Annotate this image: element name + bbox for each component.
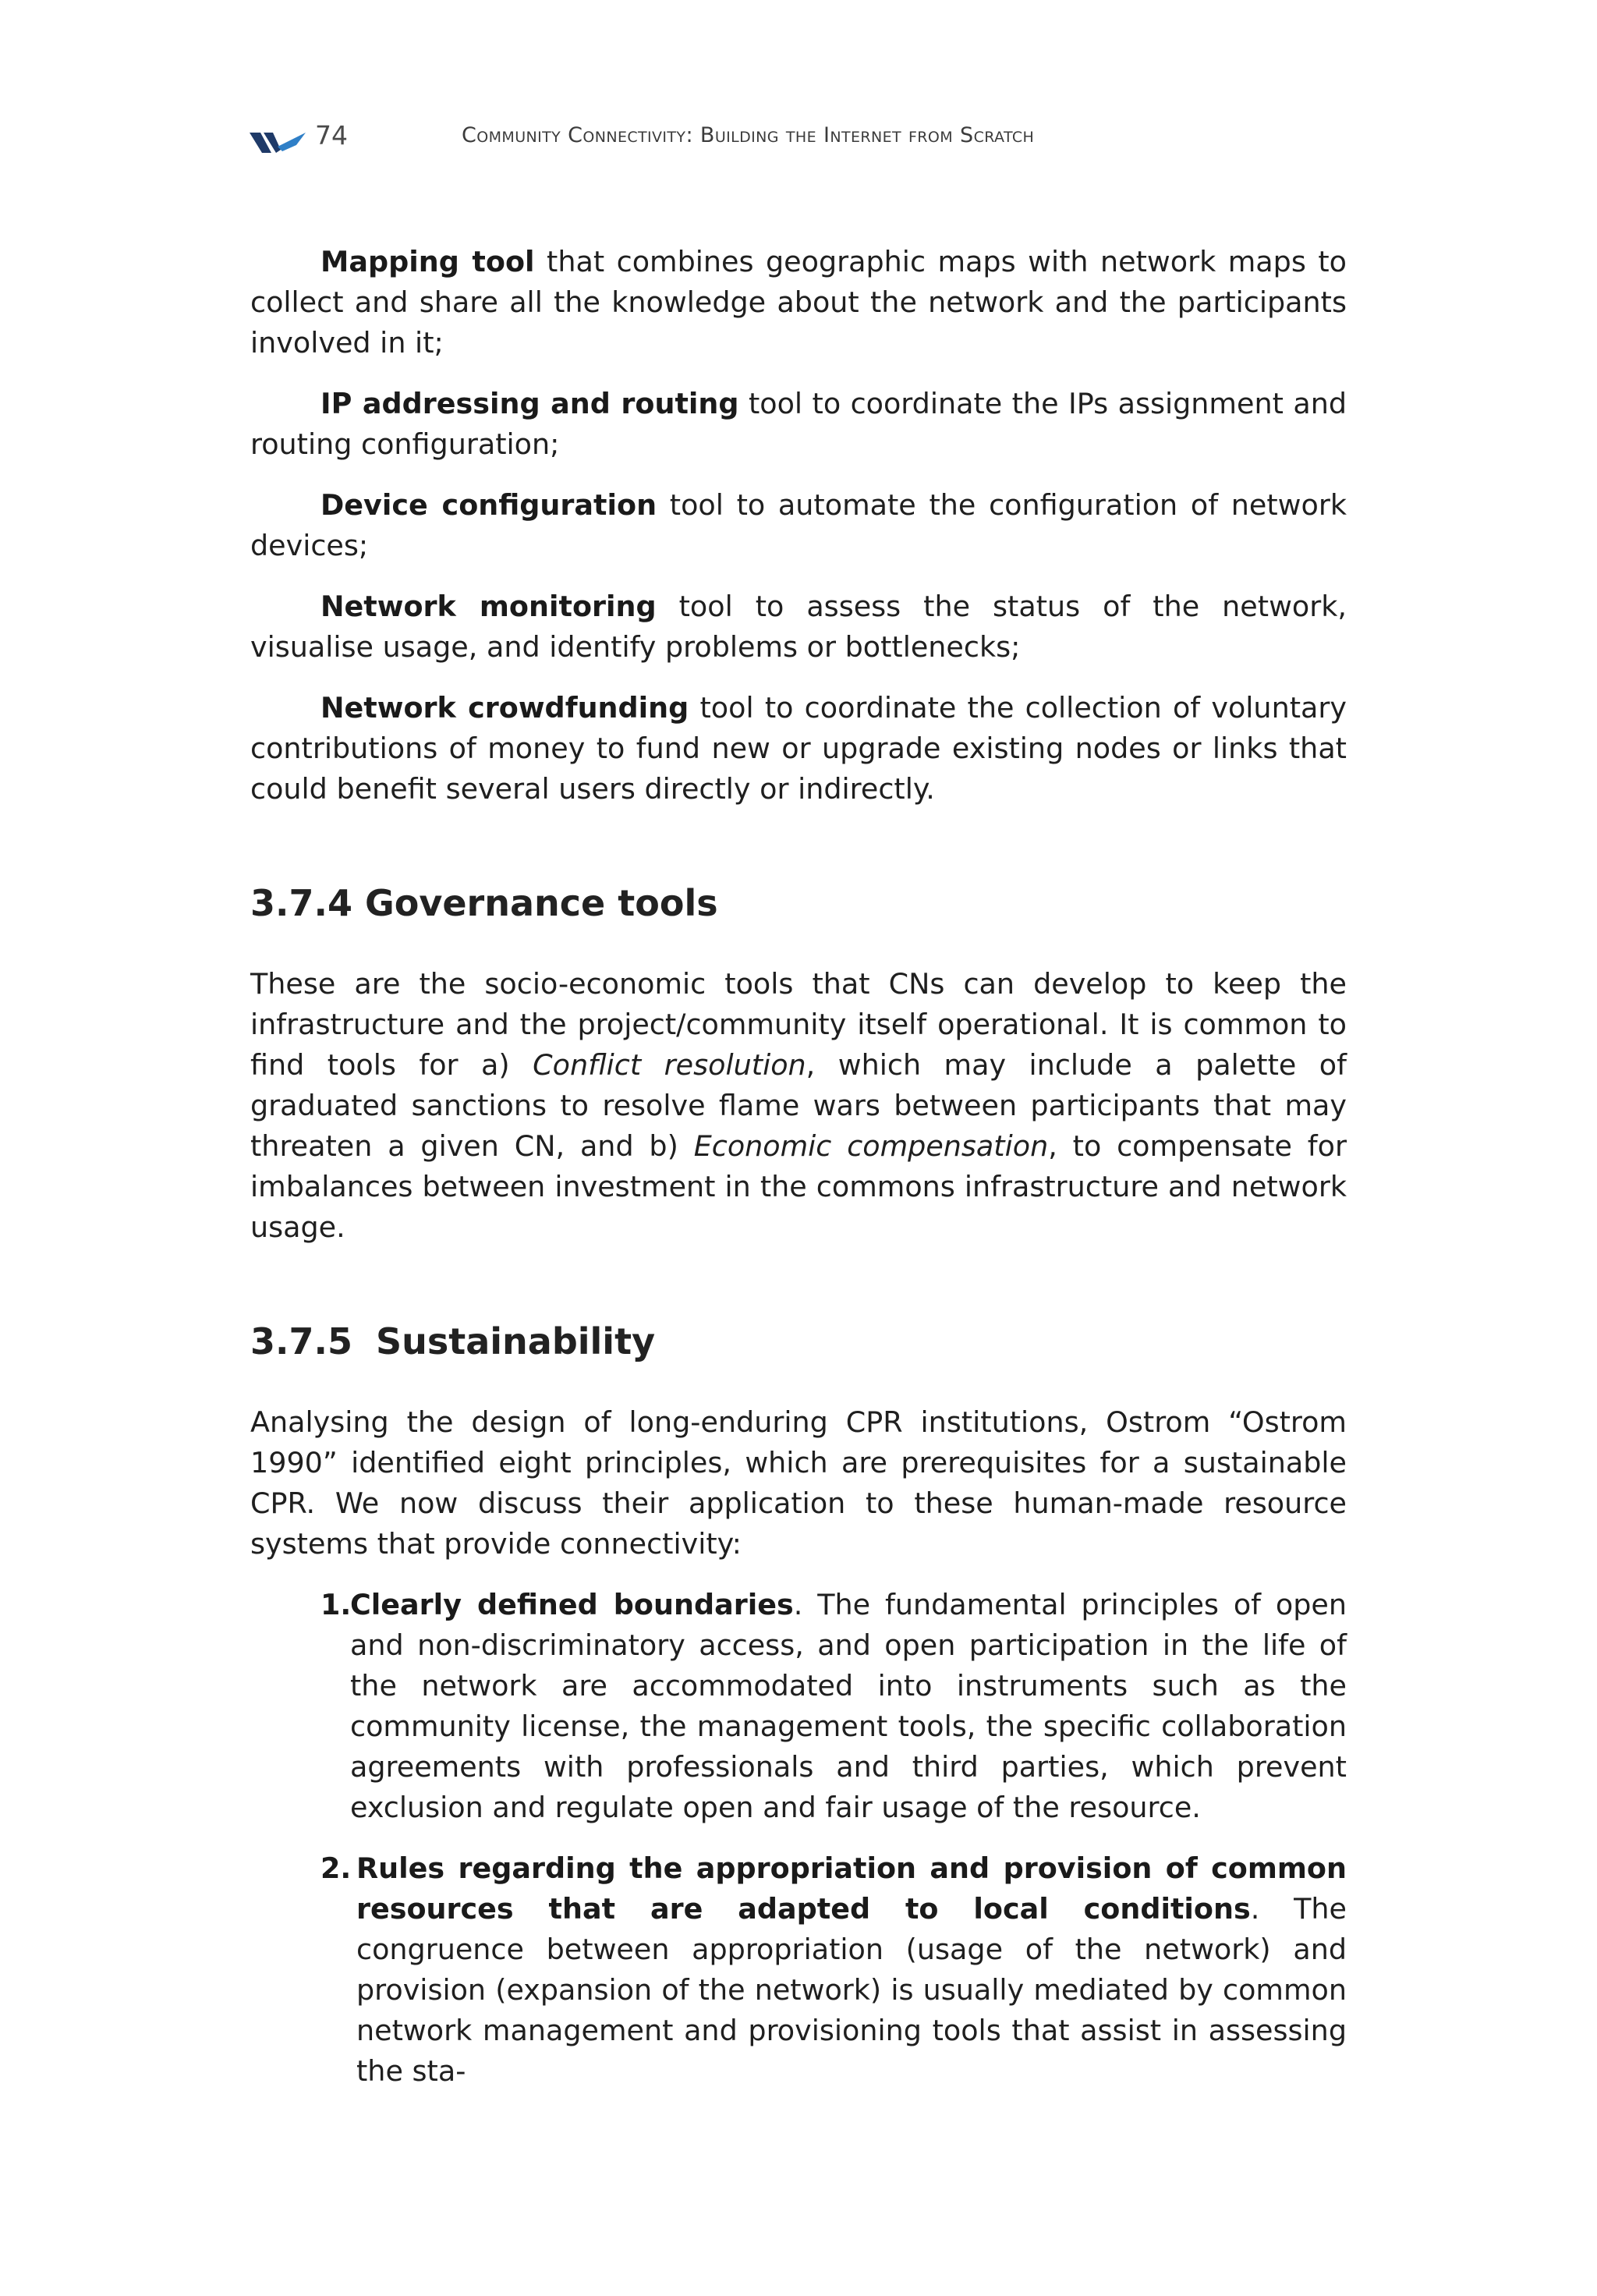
running-header xyxy=(0,119,1597,158)
section-number: 3.7.4 xyxy=(250,882,352,924)
section-title: Sustainability xyxy=(376,1320,656,1362)
tool-description: tool to automate the configuration of network devices; xyxy=(250,488,1347,562)
principles-list xyxy=(250,1585,1347,2092)
list-item xyxy=(250,1585,1347,1828)
section-heading-governance xyxy=(250,880,1347,927)
tool-description: tool to coordinate the collection of voluntary contributions of money to fund new or upgrade existing nodes or links that could benefit several users directly or indirectly. xyxy=(250,691,1347,806)
tool-term: Mapping tool xyxy=(320,245,535,278)
section-number: 3.7.5 xyxy=(250,1320,352,1362)
tool-item-ip-routing xyxy=(250,384,1347,465)
principle-text: . The congruence between appropriation (usage of the network) and provision (expansion of the network) is usually mediated by common network management and provisioning tools that assist in assessing the sta- xyxy=(356,1892,1347,2088)
text-column xyxy=(250,242,1347,2112)
governance-text: , to compensate for imbalances between investment in the commons infrastructure and network usage. xyxy=(250,1129,1347,1244)
tool-term: Network crowdfunding xyxy=(320,691,689,725)
page-number: 74 xyxy=(315,120,348,151)
list-number: 1. xyxy=(320,1588,352,1621)
tool-term: Network monitoring xyxy=(320,590,657,623)
tool-item-monitoring xyxy=(250,586,1347,668)
governance-text: These are the socio-economic tools that CNs can develop to keep the infrastructure and the project/community itself operational. It is common to find tools for a) xyxy=(250,967,1347,1082)
principle-term: Rules regarding the appropriation and provision of common resources that are adapted to local conditions xyxy=(356,1851,1347,1926)
section-title: Governance tools xyxy=(365,882,718,924)
sustainability-intro: Analysing the design of long-enduring CPR institutions, Ostrom “Ostrom 1990” identified eight principles, which are prerequisites for a sustainable CPR. We now discuss their application to these human-made resource systems that provide connectivity: xyxy=(250,1405,1347,1561)
governance-text: , which may include a palette of graduated sanctions to resolve flame wars between participants that may threaten a given CN, and b) xyxy=(250,1048,1347,1163)
section-heading-sustainability xyxy=(250,1318,1347,1365)
principle-text: . The fundamental principles of open and non-discriminatory access, and open participation in the life of the network are accommodated into instruments such as the community license, the management tools, the specific collaboration agreements with professionals and third parties, which prevent exclusion and regulate open and fair usage of the resource. xyxy=(350,1588,1347,1824)
tool-item-mapping xyxy=(250,242,1347,363)
emphasis-economic-compensation: Economic compensation xyxy=(693,1129,1049,1163)
running-title: Community Connectivity: Building the Internet from Scratch xyxy=(462,123,1035,147)
tool-term: Device configuration xyxy=(320,488,657,522)
tool-description: tool to assess the status of the network, visualise usage, and identify problems or bottlenecks; xyxy=(250,590,1347,664)
publisher-logo-icon xyxy=(250,129,306,156)
tool-term: IP addressing and routing xyxy=(320,387,739,420)
principle-term: Clearly defined boundaries xyxy=(350,1588,794,1621)
governance-paragraph xyxy=(250,964,1347,1248)
list-number: 2. xyxy=(320,1851,352,1885)
tool-description: tool to coordinate the IPs assignment and routing configuration; xyxy=(250,387,1347,461)
tool-item-device-config xyxy=(250,485,1347,566)
emphasis-conflict-resolution: Conflict resolution xyxy=(533,1048,806,1082)
tool-description: that combines geographic maps with network maps to collect and share all the knowledge about the network and the participants involved in it; xyxy=(250,245,1347,360)
tool-item-crowdfunding xyxy=(250,688,1347,810)
list-item xyxy=(250,1848,1347,2092)
